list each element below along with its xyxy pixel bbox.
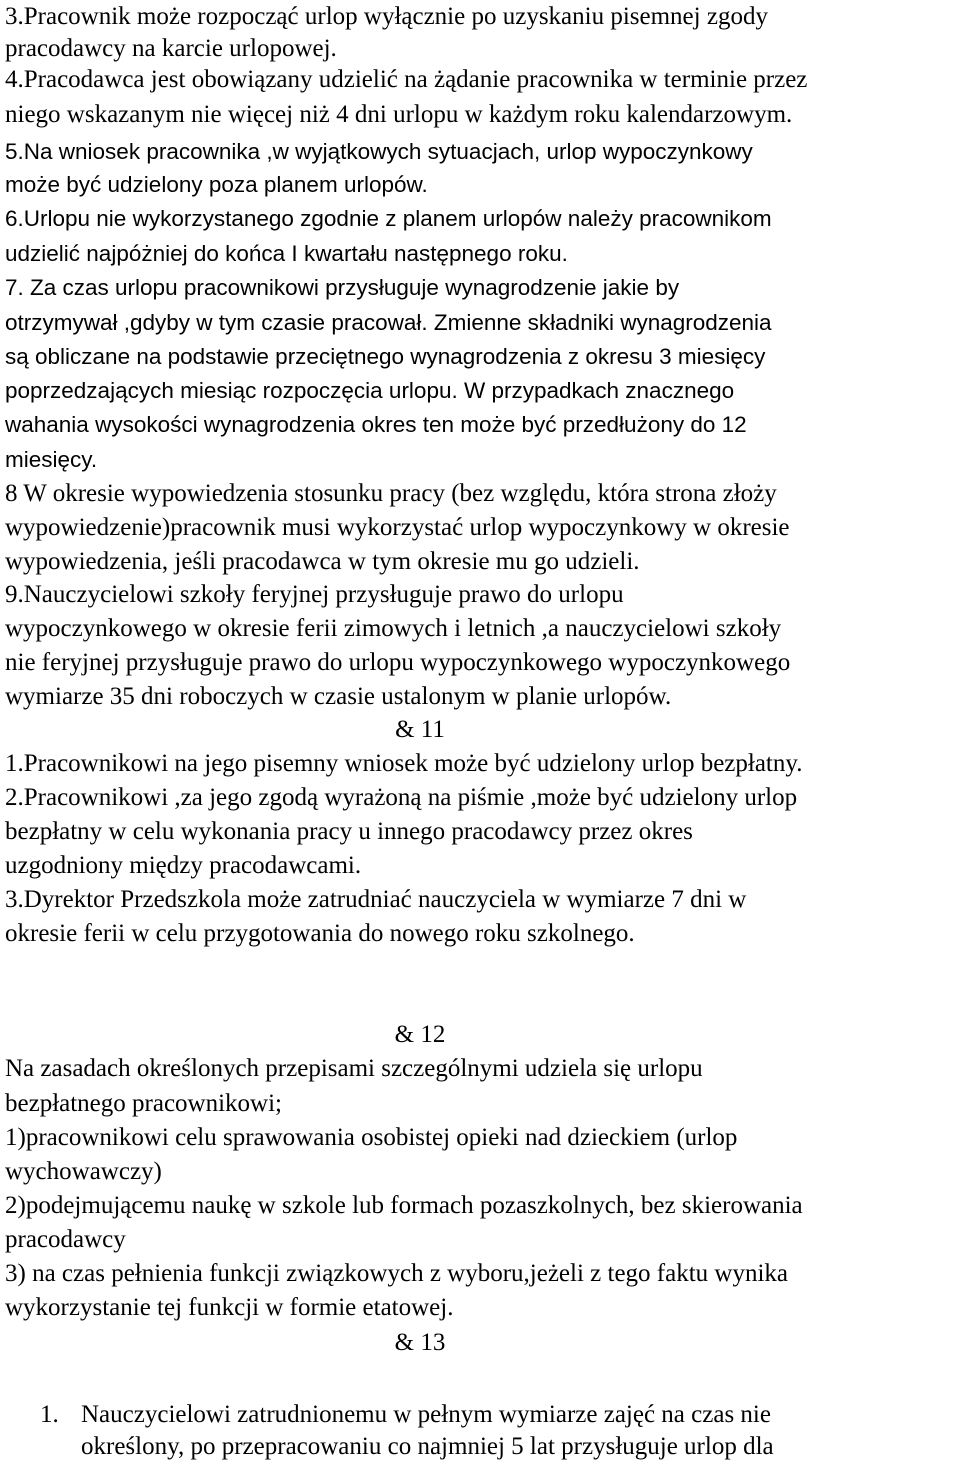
text-line: 6.Urlopu nie wykorzystanego zgodnie z planem urlopów należy pracownikom [5,206,772,231]
text-line: 9.Nauczycielowi szkoły feryjnej przysługuje prawo do urlopu [5,581,624,608]
text-line: uzgodniony między pracodawcami. [5,852,362,879]
section-heading-12: & 12 [394,1021,446,1048]
text-line: niego wskazanym nie więcej niż 4 dni urlopu w każdym roku kalendarzowym. [5,101,793,128]
text-line: pracodawcy na karcie urlopowej. [5,35,337,62]
text-line: miesięcy. [5,447,98,472]
text-line: wypowiedzenie)pracownik musi wykorzystać urlop wypoczynkowy w okresie [5,514,790,541]
text-line: wypowiedzenia, jeśli pracodawca w tym okresie mu go udzieli. [5,548,640,575]
text-line: bezpłatnego pracownikowi; [5,1090,282,1117]
text-line: wychowawczy) [5,1158,162,1185]
text-line: 2.Pracownikowi ,za jego zgodą wyrażoną na piśmie ,może być udzielony urlop [5,784,798,811]
text-line: są obliczane na podstawie przeciętnego wynagrodzenia z okresu 3 miesięcy [5,344,766,369]
text-line: 3.Dyrektor Przedszkola może zatrudniać nauczyciela w wymiarze 7 dni w [5,886,747,913]
text-line: pracodawcy [5,1226,126,1253]
text-line: 4.Pracodawca jest obowiązany udzielić na żądanie pracownika w terminie przez [5,66,808,93]
text-line: 3) na czas pełnienia funkcji związkowych z wyboru,jeżeli z tego faktu wynika [5,1260,789,1287]
list-item-line: Nauczycielowi zatrudnionemu w pełnym wymiarze zajęć na czas nie [81,1401,771,1428]
text-line: poprzedzających miesiąc rozpoczęcia urlopu. W przypadkach znacznego [5,378,735,403]
text-line: 8 W okresie wypowiedzenia stosunku pracy (bez względu, która strona złoży [5,480,777,507]
text-line: udzielić najpóżniej do końca I kwartału następnego roku. [5,241,568,266]
text-line: 1)pracownikowi celu sprawowania osobistej opieki nad dzieckiem (urlop [5,1124,738,1151]
text-line: może być udzielony poza planem urlopów. [5,172,428,197]
text-line: wymiarze 35 dni roboczych w czasie ustalonym w planie urlopów. [5,683,672,710]
text-line: otrzymywał ,gdyby w tym czasie pracował. Zmienne składniki wynagrodzenia [5,310,772,335]
text-line: wahania wysokości wynagrodzenia okres ten może być przedłużony do 12 [5,412,747,437]
text-line: bezpłatny w celu wykonania pracy u innego pracodawcy przez okres [5,818,693,845]
text-line: 1.Pracownikowi na jego pisemny wniosek może być udzielony urlop bezpłatny. [5,750,803,777]
text-line: wypoczynkowego w okresie ferii zimowych i letnich ,a nauczycielowi szkoły [5,615,782,642]
text-line: nie feryjnej przysługuje prawo do urlopu wypoczynkowego wypoczynkowego [5,649,791,676]
section-heading-13: & 13 [394,1329,446,1356]
list-item-line: określony, po przepracowaniu co najmniej 5 lat przysługuje urlop dla [81,1433,774,1460]
section-heading-11: & 11 [395,716,445,743]
text-line: Na zasadach określonych przepisami szczególnymi udziela się urlopu [5,1055,703,1082]
text-line: okresie ferii w celu przygotowania do nowego roku szkolnego. [5,920,635,947]
text-line: 5.Na wniosek pracownika ,w wyjątkowych sytuacjach, urlop wypoczynkowy [5,139,753,164]
list-number: 1. [40,1401,59,1428]
text-line: wykorzystanie tej funkcji w formie etatowej. [5,1294,454,1321]
text-line: 3.Pracownik może rozpocząć urlop wyłącznie po uzyskaniu pisemnej zgody [5,3,768,30]
text-line: 2)podejmującemu naukę w szkole lub formach pozaszkolnych, bez skierowania [5,1192,803,1219]
text-line: 7. Za czas urlopu pracownikowi przysługuje wynagrodzenie jakie by [5,275,680,300]
